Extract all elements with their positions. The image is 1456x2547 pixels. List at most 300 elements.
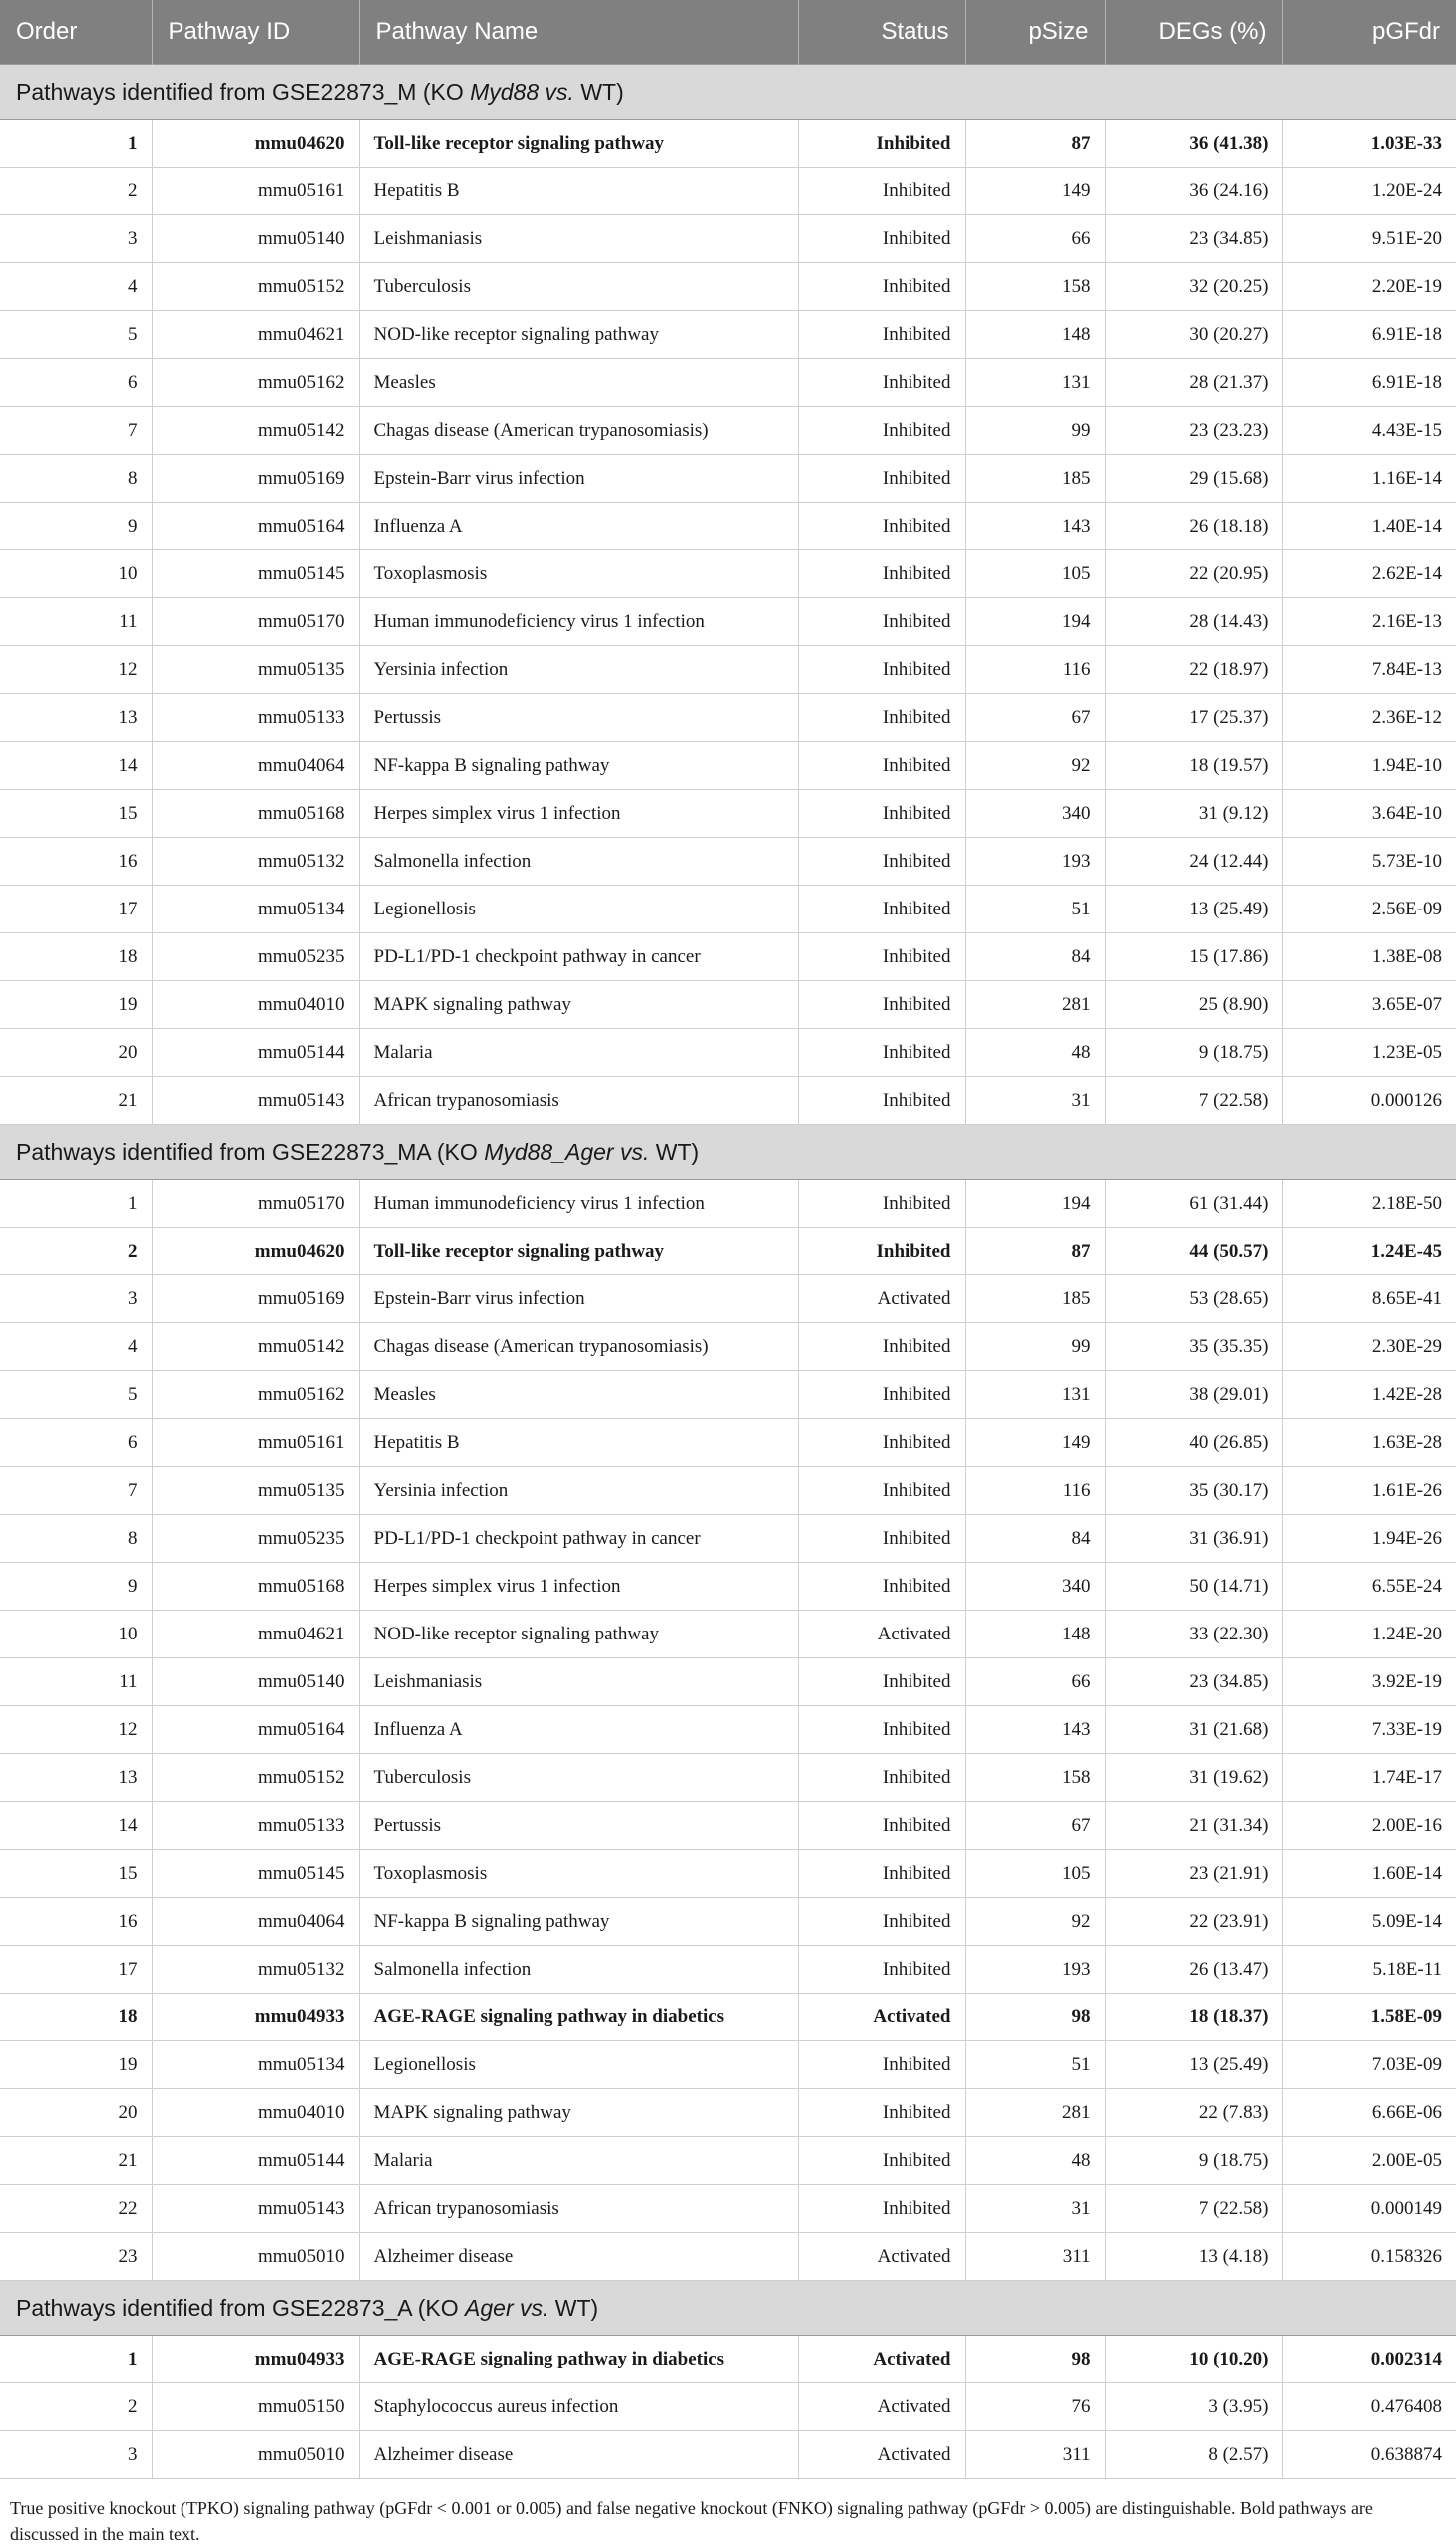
cell-pathway-id: mmu05145 [152,1850,359,1898]
table-row [0,2137,1456,2185]
cell-pathway-id: mmu05164 [152,503,359,550]
table-row [0,1898,1456,1946]
cell-pathway-name: AGE-RAGE signaling pathway in diabetics [359,1994,798,2041]
cell-degs: 7 (22.58) [1105,2185,1282,2233]
table-row [0,981,1456,1029]
cell-pathway-name: Measles [359,1371,798,1419]
cell-order: 1 [0,1180,152,1228]
cell-pathway-id: mmu05145 [152,550,359,598]
cell-pathway-id: mmu05161 [152,1419,359,1467]
cell-psize: 281 [965,981,1105,1029]
cell-degs: 18 (18.37) [1105,1994,1282,2041]
cell-status: Inhibited [798,168,965,215]
table-row [0,2041,1456,2089]
cell-status: Inhibited [798,215,965,263]
cell-status: Inhibited [798,1658,965,1706]
cell-psize: 143 [965,503,1105,550]
cell-order: 13 [0,1754,152,1802]
cell-order: 14 [0,742,152,790]
cell-pathway-name: Tuberculosis [359,263,798,311]
cell-order: 2 [0,2383,152,2431]
cell-pgfdr: 3.65E-07 [1282,981,1456,1029]
cell-psize: 340 [965,790,1105,838]
cell-status: Inhibited [798,1180,965,1228]
cell-degs: 31 (36.91) [1105,1515,1282,1563]
cell-pathway-id: mmu05168 [152,1563,359,1611]
cell-order: 7 [0,1467,152,1515]
cell-status: Inhibited [798,1228,965,1275]
cell-status: Inhibited [798,598,965,646]
cell-pgfdr: 1.20E-24 [1282,168,1456,215]
cell-degs: 9 (18.75) [1105,2137,1282,2185]
cell-pgfdr: 1.42E-28 [1282,1371,1456,1419]
header-pathway-id: Pathway ID [152,0,359,65]
section-title: Pathways identified from GSE22873_MA (KO Myd88_Ager vs. WT) [0,1125,1456,1180]
cell-pathway-id: mmu04064 [152,742,359,790]
cell-status: Inhibited [798,981,965,1029]
cell-degs: 3 (3.95) [1105,2383,1282,2431]
cell-order: 4 [0,263,152,311]
section-header-row [0,1125,1456,1180]
cell-psize: 148 [965,1611,1105,1658]
cell-order: 4 [0,1323,152,1371]
cell-pgfdr: 2.16E-13 [1282,598,1456,646]
cell-psize: 105 [965,1850,1105,1898]
cell-order: 10 [0,550,152,598]
cell-order: 19 [0,2041,152,2089]
cell-status: Activated [798,2233,965,2281]
cell-pathway-name: Influenza A [359,1706,798,1754]
table-row [0,1946,1456,1994]
cell-degs: 35 (35.35) [1105,1323,1282,1371]
cell-degs: 32 (20.25) [1105,263,1282,311]
table-row [0,1658,1456,1706]
table-row [0,790,1456,838]
section-title: Pathways identified from GSE22873_A (KO Ager vs. WT) [0,2281,1456,2336]
cell-pathway-name: Toll-like receptor signaling pathway [359,120,798,168]
table-row [0,742,1456,790]
cell-psize: 158 [965,263,1105,311]
cell-pathway-id: mmu05144 [152,2137,359,2185]
cell-pgfdr: 4.43E-15 [1282,407,1456,455]
cell-status: Inhibited [798,407,965,455]
cell-degs: 31 (9.12) [1105,790,1282,838]
table-row [0,886,1456,933]
cell-pgfdr: 1.74E-17 [1282,1754,1456,1802]
cell-pathway-id: mmu04621 [152,311,359,359]
cell-pathway-name: MAPK signaling pathway [359,2089,798,2137]
cell-pgfdr: 0.158326 [1282,2233,1456,2281]
cell-psize: 149 [965,1419,1105,1467]
cell-pathway-name: AGE-RAGE signaling pathway in diabetics [359,2336,798,2383]
cell-order: 22 [0,2185,152,2233]
table-row [0,1467,1456,1515]
cell-pathway-name: Herpes simplex virus 1 infection [359,1563,798,1611]
cell-pgfdr: 3.64E-10 [1282,790,1456,838]
cell-pgfdr: 0.002314 [1282,2336,1456,2383]
cell-order: 20 [0,2089,152,2137]
cell-psize: 149 [965,168,1105,215]
cell-pgfdr: 2.00E-05 [1282,2137,1456,2185]
cell-pgfdr: 1.03E-33 [1282,120,1456,168]
cell-order: 21 [0,1077,152,1125]
cell-pathway-id: mmu05132 [152,1946,359,1994]
cell-order: 15 [0,790,152,838]
table-row [0,359,1456,407]
cell-order: 1 [0,120,152,168]
cell-pathway-name: Toxoplasmosis [359,1850,798,1898]
cell-pathway-id: mmu04620 [152,1228,359,1275]
cell-order: 2 [0,168,152,215]
table-row [0,1371,1456,1419]
table-row [0,1994,1456,2041]
cell-pathway-id: mmu05140 [152,215,359,263]
cell-pathway-name: Legionellosis [359,886,798,933]
table-row [0,1850,1456,1898]
cell-psize: 194 [965,1180,1105,1228]
cell-pathway-name: Legionellosis [359,2041,798,2089]
cell-pathway-id: mmu05168 [152,790,359,838]
cell-pathway-name: Pertussis [359,694,798,742]
cell-psize: 98 [965,1994,1105,2041]
header-psize: pSize [965,0,1105,65]
cell-pgfdr: 2.36E-12 [1282,694,1456,742]
cell-status: Activated [798,1275,965,1323]
header-pathway-name: Pathway Name [359,0,798,65]
cell-degs: 10 (10.20) [1105,2336,1282,2383]
cell-pathway-id: mmu05170 [152,598,359,646]
cell-status: Inhibited [798,1563,965,1611]
cell-pathway-name: Salmonella infection [359,1946,798,1994]
cell-pgfdr: 1.24E-45 [1282,1228,1456,1275]
cell-pgfdr: 1.63E-28 [1282,1419,1456,1467]
cell-status: Inhibited [798,2137,965,2185]
table-row [0,1275,1456,1323]
cell-degs: 8 (2.57) [1105,2431,1282,2479]
cell-degs: 23 (34.85) [1105,215,1282,263]
cell-degs: 38 (29.01) [1105,1371,1282,1419]
cell-pgfdr: 1.94E-26 [1282,1515,1456,1563]
cell-pgfdr: 3.92E-19 [1282,1658,1456,1706]
cell-psize: 51 [965,886,1105,933]
cell-degs: 36 (41.38) [1105,120,1282,168]
cell-pgfdr: 1.94E-10 [1282,742,1456,790]
cell-order: 16 [0,1898,152,1946]
cell-degs: 15 (17.86) [1105,933,1282,981]
cell-status: Inhibited [798,694,965,742]
cell-pathway-name: Epstein-Barr virus infection [359,1275,798,1323]
table-row [0,2336,1456,2383]
cell-pgfdr: 7.33E-19 [1282,1706,1456,1754]
cell-degs: 44 (50.57) [1105,1228,1282,1275]
cell-psize: 194 [965,598,1105,646]
table-row [0,311,1456,359]
table-row [0,2431,1456,2479]
table-footnote: True positive knockout (TPKO) signaling pathway (pGFdr < 0.001 or 0.005) and false negative knockout (FNKO) signaling pathway (pGFdr > 0.005) are distinguishable. Bold pathways are discussed in the main text. [10,2498,1373,2544]
cell-order: 5 [0,311,152,359]
cell-degs: 36 (24.16) [1105,168,1282,215]
cell-psize: 67 [965,694,1105,742]
cell-order: 18 [0,1994,152,2041]
cell-pathway-name: NOD-like receptor signaling pathway [359,1611,798,1658]
cell-pathway-name: Hepatitis B [359,168,798,215]
cell-psize: 31 [965,1077,1105,1125]
section-header-row [0,65,1456,120]
cell-status: Inhibited [798,1898,965,1946]
cell-pathway-name: Malaria [359,2137,798,2185]
cell-status: Inhibited [798,1706,965,1754]
cell-pgfdr: 1.58E-09 [1282,1994,1456,2041]
cell-order: 3 [0,1275,152,1323]
cell-psize: 66 [965,215,1105,263]
cell-status: Inhibited [798,455,965,503]
cell-order: 3 [0,215,152,263]
cell-pgfdr: 6.66E-06 [1282,2089,1456,2137]
cell-pathway-name: MAPK signaling pathway [359,981,798,1029]
cell-degs: 22 (7.83) [1105,2089,1282,2137]
cell-pathway-name: Hepatitis B [359,1419,798,1467]
cell-pgfdr: 2.62E-14 [1282,550,1456,598]
cell-psize: 116 [965,1467,1105,1515]
cell-psize: 131 [965,1371,1105,1419]
cell-status: Inhibited [798,1946,965,1994]
cell-degs: 29 (15.68) [1105,455,1282,503]
cell-status: Inhibited [798,1371,965,1419]
cell-status: Activated [798,1994,965,2041]
cell-pgfdr: 6.91E-18 [1282,359,1456,407]
cell-pathway-id: mmu05133 [152,694,359,742]
table-row [0,1754,1456,1802]
cell-pgfdr: 7.03E-09 [1282,2041,1456,2089]
cell-pathway-id: mmu05132 [152,838,359,886]
cell-degs: 26 (13.47) [1105,1946,1282,1994]
table-row [0,1323,1456,1371]
cell-order: 16 [0,838,152,886]
cell-pgfdr: 1.60E-14 [1282,1850,1456,1898]
cell-degs: 28 (21.37) [1105,359,1282,407]
cell-pathway-name: Measles [359,359,798,407]
cell-pgfdr: 0.476408 [1282,2383,1456,2431]
cell-pathway-name: Yersinia infection [359,1467,798,1515]
cell-status: Inhibited [798,311,965,359]
cell-order: 8 [0,1515,152,1563]
cell-pathway-id: mmu05143 [152,1077,359,1125]
cell-degs: 23 (34.85) [1105,1658,1282,1706]
header-status: Status [798,0,965,65]
cell-pgfdr: 8.65E-41 [1282,1275,1456,1323]
cell-pathway-id: mmu04933 [152,1994,359,2041]
cell-degs: 61 (31.44) [1105,1180,1282,1228]
cell-pgfdr: 7.84E-13 [1282,646,1456,694]
cell-degs: 13 (4.18) [1105,2233,1282,2281]
cell-psize: 98 [965,2336,1105,2383]
cell-degs: 23 (23.23) [1105,407,1282,455]
cell-pathway-name: Alzheimer disease [359,2233,798,2281]
cell-degs: 31 (19.62) [1105,1754,1282,1802]
cell-pgfdr: 1.61E-26 [1282,1467,1456,1515]
cell-status: Inhibited [798,2041,965,2089]
cell-status: Activated [798,1611,965,1658]
cell-pathway-name: NF-kappa B signaling pathway [359,1898,798,1946]
cell-order: 9 [0,503,152,550]
cell-status: Inhibited [798,1802,965,1850]
cell-pathway-name: Yersinia infection [359,646,798,694]
cell-order: 20 [0,1029,152,1077]
cell-pgfdr: 2.18E-50 [1282,1180,1456,1228]
cell-pathway-name: Leishmaniasis [359,215,798,263]
cell-order: 2 [0,1228,152,1275]
cell-pathway-name: Toxoplasmosis [359,550,798,598]
cell-order: 12 [0,646,152,694]
table-row [0,694,1456,742]
cell-status: Inhibited [798,120,965,168]
table-row [0,2185,1456,2233]
cell-pathway-name: Leishmaniasis [359,1658,798,1706]
cell-pathway-name: Pertussis [359,1802,798,1850]
cell-psize: 158 [965,1754,1105,1802]
cell-psize: 48 [965,2137,1105,2185]
cell-degs: 31 (21.68) [1105,1706,1282,1754]
cell-status: Inhibited [798,1850,965,1898]
cell-degs: 18 (19.57) [1105,742,1282,790]
cell-pathway-name: Epstein-Barr virus infection [359,455,798,503]
cell-pathway-name: NF-kappa B signaling pathway [359,742,798,790]
cell-pgfdr: 5.73E-10 [1282,838,1456,886]
table-row [0,120,1456,168]
cell-degs: 13 (25.49) [1105,886,1282,933]
table-row [0,407,1456,455]
cell-degs: 40 (26.85) [1105,1419,1282,1467]
cell-pathway-id: mmu05150 [152,2383,359,2431]
cell-pathway-id: mmu05164 [152,1706,359,1754]
cell-order: 8 [0,455,152,503]
cell-pathway-id: mmu05169 [152,455,359,503]
cell-order: 18 [0,933,152,981]
cell-degs: 22 (18.97) [1105,646,1282,694]
cell-order: 10 [0,1611,152,1658]
cell-degs: 22 (20.95) [1105,550,1282,598]
cell-status: Inhibited [798,503,965,550]
table-row [0,2233,1456,2281]
cell-psize: 193 [965,1946,1105,1994]
cell-psize: 99 [965,407,1105,455]
cell-degs: 13 (25.49) [1105,2041,1282,2089]
cell-degs: 28 (14.43) [1105,598,1282,646]
cell-status: Inhibited [798,933,965,981]
cell-order: 23 [0,2233,152,2281]
cell-pathway-name: Human immunodeficiency virus 1 infection [359,1180,798,1228]
cell-pgfdr: 2.30E-29 [1282,1323,1456,1371]
cell-status: Inhibited [798,790,965,838]
table-row [0,1029,1456,1077]
cell-pgfdr: 6.55E-24 [1282,1563,1456,1611]
cell-order: 3 [0,2431,152,2479]
cell-psize: 76 [965,2383,1105,2431]
cell-degs: 22 (23.91) [1105,1898,1282,1946]
table-row [0,1077,1456,1125]
cell-pgfdr: 0.000149 [1282,2185,1456,2233]
cell-psize: 84 [965,1515,1105,1563]
cell-psize: 281 [965,2089,1105,2137]
cell-pathway-name: PD-L1/PD-1 checkpoint pathway in cancer [359,933,798,981]
cell-psize: 116 [965,646,1105,694]
cell-degs: 25 (8.90) [1105,981,1282,1029]
cell-pathway-id: mmu05144 [152,1029,359,1077]
cell-psize: 31 [965,2185,1105,2233]
cell-pathway-id: mmu05162 [152,1371,359,1419]
cell-pathway-name: Malaria [359,1029,798,1077]
cell-order: 21 [0,2137,152,2185]
cell-pathway-id: mmu04064 [152,1898,359,1946]
cell-order: 15 [0,1850,152,1898]
cell-status: Inhibited [798,838,965,886]
cell-psize: 131 [965,359,1105,407]
cell-pgfdr: 0.000126 [1282,1077,1456,1125]
cell-order: 9 [0,1563,152,1611]
cell-psize: 87 [965,120,1105,168]
cell-psize: 143 [965,1706,1105,1754]
cell-pathway-name: African trypanosomiasis [359,2185,798,2233]
cell-pgfdr: 9.51E-20 [1282,215,1456,263]
cell-pathway-name: NOD-like receptor signaling pathway [359,311,798,359]
cell-status: Inhibited [798,1467,965,1515]
cell-status: Inhibited [798,1515,965,1563]
table-row [0,215,1456,263]
cell-pathway-id: mmu05142 [152,407,359,455]
header-degs: DEGs (%) [1105,0,1282,65]
cell-pathway-id: mmu05161 [152,168,359,215]
cell-status: Inhibited [798,1419,965,1467]
cell-status: Inhibited [798,550,965,598]
cell-order: 11 [0,598,152,646]
cell-pgfdr: 1.24E-20 [1282,1611,1456,1658]
cell-pathway-id: mmu05010 [152,2233,359,2281]
cell-order: 17 [0,886,152,933]
cell-pathway-name: Salmonella infection [359,838,798,886]
table-row [0,2089,1456,2137]
cell-pathway-id: mmu05134 [152,886,359,933]
cell-pathway-id: mmu05140 [152,1658,359,1706]
cell-order: 1 [0,2336,152,2383]
cell-pathway-name: Chagas disease (American trypanosomiasis) [359,407,798,455]
cell-status: Inhibited [798,1323,965,1371]
cell-order: 14 [0,1802,152,1850]
cell-degs: 21 (31.34) [1105,1802,1282,1850]
cell-pathway-name: Toll-like receptor signaling pathway [359,1228,798,1275]
table-row [0,838,1456,886]
cell-pathway-id: mmu05135 [152,646,359,694]
cell-psize: 148 [965,311,1105,359]
cell-pathway-id: mmu05142 [152,1323,359,1371]
cell-status: Inhibited [798,263,965,311]
cell-pathway-id: mmu04620 [152,120,359,168]
cell-status: Inhibited [798,742,965,790]
cell-psize: 99 [965,1323,1105,1371]
table-row [0,933,1456,981]
cell-status: Inhibited [798,2185,965,2233]
cell-pathway-id: mmu05010 [152,2431,359,2479]
table-row [0,168,1456,215]
cell-degs: 26 (18.18) [1105,503,1282,550]
cell-status: Inhibited [798,646,965,694]
cell-pgfdr: 6.91E-18 [1282,311,1456,359]
cell-pgfdr: 1.16E-14 [1282,455,1456,503]
cell-psize: 92 [965,1898,1105,1946]
cell-status: Inhibited [798,1077,965,1125]
table-row [0,1228,1456,1275]
cell-degs: 17 (25.37) [1105,694,1282,742]
cell-pathway-id: mmu04933 [152,2336,359,2383]
